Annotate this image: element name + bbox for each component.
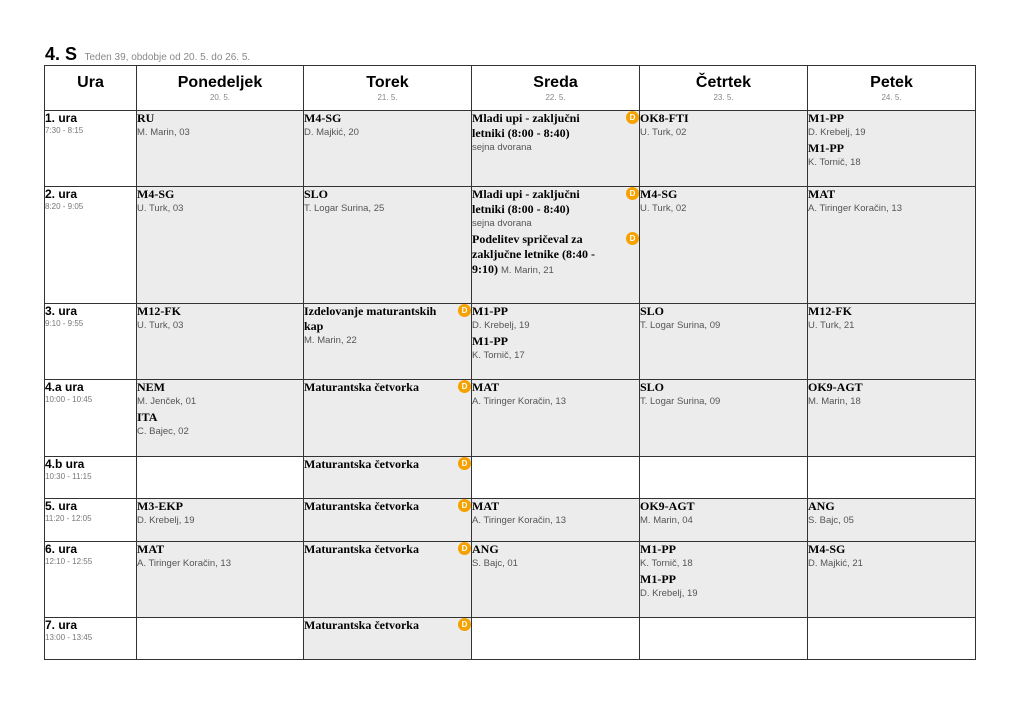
lesson-teacher-room: T. Logar Surina, 09	[640, 320, 721, 331]
ura-label: Ura	[77, 74, 104, 91]
lesson-entry[interactable]	[472, 542, 639, 570]
timetable-cell[interactable]	[808, 304, 976, 380]
lesson-subject	[808, 111, 975, 126]
lesson-teacher-room: U. Turk, 02	[640, 127, 687, 138]
lesson-entry[interactable]	[808, 141, 975, 169]
lesson-teacher-room: U. Turk, 03	[137, 203, 184, 214]
lesson-teacher-room: sejna dvorana	[472, 142, 532, 153]
subject-text: M1-PP	[640, 542, 676, 556]
period-time: 9:10 - 9:55	[45, 319, 84, 328]
event-badge-icon[interactable]: D	[626, 187, 639, 200]
subject-text: Maturantska četvorka	[304, 618, 419, 632]
day-header-tuesday	[304, 66, 472, 111]
period-name: 4.a ura	[45, 380, 84, 394]
event-badge-icon[interactable]: D	[458, 542, 471, 555]
subject-text: SLO	[640, 304, 665, 318]
lesson-teacher-room: K. Tornič, 18	[808, 157, 861, 168]
lesson-subject	[640, 499, 807, 514]
period-name: 4.b ura	[45, 457, 85, 471]
lesson-subject	[640, 542, 807, 557]
subject-text: MAT	[808, 187, 836, 201]
lesson-subject	[640, 111, 807, 126]
period-row	[45, 499, 976, 542]
lesson-subject	[640, 380, 807, 395]
day-date: 22. 5.	[545, 93, 566, 102]
period-cell	[45, 457, 137, 499]
lesson-entry[interactable]	[808, 111, 975, 139]
lesson-teacher-room: S. Bajc, 05	[808, 515, 854, 526]
subject-text: M4-SG	[808, 542, 846, 556]
event-entry[interactable]	[304, 499, 471, 514]
lesson-subject	[304, 618, 471, 633]
timetable-cell	[137, 618, 304, 660]
timetable-cell[interactable]	[640, 542, 808, 618]
lesson-teacher-room: A. Tiringer Koračin, 13	[808, 203, 902, 214]
lesson-entry[interactable]	[640, 111, 807, 139]
lesson-entry[interactable]	[640, 499, 807, 527]
lesson-entry[interactable]	[640, 304, 807, 332]
timetable-cell[interactable]	[472, 542, 640, 618]
lesson-subject	[304, 499, 471, 514]
day-date: 24. 5.	[881, 93, 902, 102]
lesson-entry[interactable]	[472, 334, 639, 362]
subject-text: MAT	[472, 380, 500, 394]
timetable-cell[interactable]	[304, 111, 472, 187]
timetable-cell[interactable]	[304, 380, 472, 457]
lesson-teacher-room: A. Tiringer Koračin, 13	[472, 515, 566, 526]
day-header-monday	[137, 66, 304, 111]
subject-text: SLO	[640, 380, 665, 394]
lesson-subject	[304, 304, 471, 334]
day-name: Ponedeljek	[177, 74, 263, 91]
timetable-cell[interactable]	[304, 187, 472, 304]
event-badge-icon[interactable]: D	[458, 304, 471, 317]
timetable-cell[interactable]	[472, 187, 640, 304]
lesson-entry[interactable]	[137, 187, 303, 215]
lesson-subject	[640, 572, 807, 587]
lesson-entry[interactable]	[472, 380, 639, 408]
timetable-cell[interactable]	[808, 380, 976, 457]
lesson-teacher-room: D. Majkić, 21	[808, 558, 863, 569]
lesson-subject	[137, 111, 303, 126]
lesson-subject	[137, 380, 303, 395]
timetable-cell[interactable]	[137, 304, 304, 380]
timetable-cell	[808, 457, 976, 499]
lesson-teacher-room: S. Bajc, 01	[472, 558, 518, 569]
timetable-cell	[640, 618, 808, 660]
timetable-cell[interactable]	[808, 499, 976, 542]
timetable-cell	[640, 457, 808, 499]
lesson-teacher-room: D. Krebelj, 19	[640, 588, 698, 599]
lesson-teacher-room: K. Tornič, 18	[640, 558, 693, 569]
lesson-subject	[304, 187, 471, 202]
timetable-cell[interactable]	[808, 187, 976, 304]
lesson-subject	[137, 542, 303, 557]
lesson-subject	[137, 499, 303, 514]
subject-text: ITA	[137, 410, 158, 424]
lesson-teacher-room: M. Marin, 03	[137, 127, 190, 138]
timetable-cell[interactable]	[472, 111, 640, 187]
period-time: 10:00 - 10:45	[45, 395, 93, 404]
period-cell	[45, 304, 137, 380]
timetable-cell[interactable]	[304, 499, 472, 542]
timetable-cell[interactable]	[640, 111, 808, 187]
day-header-row	[45, 66, 976, 111]
subject-text: Podelitev spričeval za zaključne letnike (8:40 - 9:10)	[472, 232, 595, 276]
lesson-entry[interactable]	[137, 111, 303, 139]
period-time: 7:30 - 8:15	[45, 126, 84, 135]
subject-text: MAT	[472, 499, 500, 513]
lesson-subject	[808, 542, 975, 557]
day-date: 21. 5.	[377, 93, 398, 102]
timetable-header	[45, 44, 250, 65]
period-time: 11:20 - 12:05	[45, 514, 92, 523]
timetable-cell[interactable]	[304, 457, 472, 499]
timetable-cell[interactable]	[640, 380, 808, 457]
subject-text: M1-PP	[472, 304, 508, 318]
lesson-teacher-room: A. Tiringer Koračin, 13	[472, 396, 566, 407]
period-time: 10:30 - 11:15	[45, 472, 92, 481]
event-entry[interactable]	[472, 232, 639, 278]
timetable-cell	[472, 618, 640, 660]
subject-text: M12-FK	[137, 304, 181, 318]
event-entry[interactable]	[472, 187, 639, 230]
event-badge-icon[interactable]: D	[458, 380, 471, 393]
lesson-teacher-room: D. Krebelj, 19	[808, 127, 866, 138]
timetable-cell[interactable]	[304, 542, 472, 618]
event-badge-icon[interactable]: D	[458, 618, 471, 631]
period-time: 8:20 - 9:05	[45, 202, 84, 211]
day-name: Četrtek	[695, 74, 752, 91]
timetable-cell[interactable]	[304, 304, 472, 380]
timetable-cell[interactable]	[137, 111, 304, 187]
lesson-entry[interactable]	[137, 410, 303, 438]
event-entry[interactable]	[304, 380, 471, 395]
lesson-teacher-room: T. Logar Surina, 25	[304, 203, 385, 214]
lesson-teacher-room: M. Marin, 22	[304, 335, 357, 346]
class-name: 4. S	[45, 44, 78, 64]
lesson-entry[interactable]	[640, 380, 807, 408]
subject-text: OK9-AGT	[808, 380, 863, 394]
period-name: 2. ura	[45, 187, 78, 201]
timetable-cell[interactable]	[137, 187, 304, 304]
period-name: 5. ura	[45, 499, 78, 513]
lesson-subject	[640, 304, 807, 319]
subject-text: MAT	[137, 542, 165, 556]
lesson-subject	[472, 542, 639, 557]
event-entry[interactable]	[304, 304, 471, 347]
lesson-subject	[808, 141, 975, 156]
lesson-entry[interactable]	[137, 304, 303, 332]
period-cell	[45, 111, 137, 187]
timetable-cell[interactable]	[137, 380, 304, 457]
subject-text: M1-PP	[640, 572, 676, 586]
subject-text: Mladi upi - zaključni letniki (8:00 - 8:40)	[472, 111, 580, 140]
lesson-entry[interactable]	[137, 380, 303, 408]
period-row	[45, 457, 976, 499]
day-name: Petek	[870, 74, 913, 91]
timetable-cell[interactable]	[137, 499, 304, 542]
day-header-thursday	[640, 66, 808, 111]
timetable-body	[45, 111, 976, 660]
lesson-teacher-room: T. Logar Surina, 09	[640, 396, 721, 407]
lesson-teacher-room: U. Turk, 03	[137, 320, 184, 331]
timetable-cell[interactable]	[304, 618, 472, 660]
subject-text: M3-EKP	[137, 499, 183, 513]
period-row	[45, 618, 976, 660]
lesson-entry[interactable]	[808, 187, 975, 215]
lesson-teacher-room: sejna dvorana	[472, 218, 532, 229]
subject-text: OK8-FTI	[640, 111, 689, 125]
subject-text: ANG	[472, 542, 499, 556]
timetable-cell[interactable]	[472, 499, 640, 542]
event-badge-icon[interactable]: D	[458, 457, 471, 470]
timetable	[44, 65, 976, 660]
timetable-cell[interactable]	[472, 304, 640, 380]
subject-text: Maturantska četvorka	[304, 542, 419, 556]
period-cell	[45, 618, 137, 660]
timetable-cell	[472, 457, 640, 499]
lesson-entry[interactable]	[808, 304, 975, 332]
lesson-subject	[472, 111, 639, 141]
event-badge-icon[interactable]: D	[458, 499, 471, 512]
timetable-cell[interactable]	[808, 111, 976, 187]
lesson-subject	[472, 304, 639, 319]
subject-text: RU	[137, 111, 155, 125]
period-cell	[45, 542, 137, 618]
lesson-subject	[808, 380, 975, 395]
lesson-teacher-room: U. Turk, 02	[640, 203, 687, 214]
lesson-teacher-room: M. Marin, 04	[640, 515, 693, 526]
event-badge-icon[interactable]: D	[626, 232, 639, 245]
period-name: 3. ura	[45, 304, 78, 318]
subject-text: M12-FK	[808, 304, 852, 318]
period-name: 6. ura	[45, 542, 78, 556]
day-name: Sreda	[533, 74, 578, 91]
lesson-subject	[137, 410, 303, 425]
week-subtitle: Teden 39, obdobje od 20. 5. do 26. 5.	[84, 52, 251, 63]
lesson-teacher-room: D. Krebelj, 19	[472, 320, 530, 331]
lesson-entry[interactable]	[640, 572, 807, 600]
lesson-subject	[472, 187, 639, 217]
subject-text: M1-PP	[472, 334, 508, 348]
lesson-teacher-room: M. Marin, 21	[501, 265, 554, 276]
timetable-cell[interactable]	[808, 542, 976, 618]
lesson-entry[interactable]	[304, 187, 471, 215]
subject-text: Maturantska četvorka	[304, 457, 419, 471]
lesson-entry[interactable]	[808, 542, 975, 570]
lesson-teacher-room: M. Marin, 18	[808, 396, 861, 407]
day-date: 20. 5.	[209, 93, 230, 102]
lesson-subject	[137, 304, 303, 319]
timetable-cell[interactable]	[472, 380, 640, 457]
lesson-teacher-room: K. Tornič, 17	[472, 350, 525, 361]
lesson-teacher-room: C. Bajec, 02	[137, 426, 189, 437]
lesson-subject	[808, 187, 975, 202]
subject-text: ANG	[808, 499, 835, 513]
day-name: Torek	[366, 74, 409, 91]
subject-text: Izdelovanje maturantskih kap	[304, 304, 437, 333]
lesson-teacher-room: M. Jenček, 01	[137, 396, 197, 407]
subject-text: OK9-AGT	[640, 499, 695, 513]
lesson-entry[interactable]	[640, 187, 807, 215]
lesson-entry[interactable]	[640, 542, 807, 570]
period-name: 1. ura	[45, 111, 78, 125]
lesson-entry[interactable]	[472, 499, 639, 527]
period-time: 12:10 - 12:55	[45, 557, 93, 566]
period-row	[45, 111, 976, 187]
event-badge-icon[interactable]: D	[626, 111, 639, 124]
lesson-entry[interactable]	[137, 542, 303, 570]
period-time: 13:00 - 13:45	[45, 633, 93, 642]
subject-text: NEM	[137, 380, 165, 394]
lesson-subject	[808, 499, 975, 514]
period-cell	[45, 499, 137, 542]
subject-text: M4-SG	[640, 187, 678, 201]
subject-text: Mladi upi - zaključni letniki (8:00 - 8:40)	[472, 187, 580, 216]
subject-text: M1-PP	[808, 141, 844, 155]
event-entry[interactable]	[304, 457, 471, 472]
subject-text: SLO	[304, 187, 329, 201]
period-row	[45, 187, 976, 304]
lesson-teacher-room: D. Majkić, 20	[304, 127, 359, 138]
day-date: 23. 5.	[713, 93, 734, 102]
lesson-subject	[304, 111, 471, 126]
lesson-entry[interactable]	[304, 111, 471, 139]
lesson-subject	[472, 380, 639, 395]
timetable-cell[interactable]	[640, 187, 808, 304]
event-entry[interactable]	[304, 542, 471, 557]
lesson-subject	[304, 380, 471, 395]
day-header-friday	[808, 66, 976, 111]
lesson-subject	[304, 457, 471, 472]
timetable-cell[interactable]	[640, 499, 808, 542]
lesson-entry[interactable]	[808, 499, 975, 527]
period-cell	[45, 380, 137, 457]
lesson-teacher-room: U. Turk, 21	[808, 320, 855, 331]
lesson-subject	[472, 499, 639, 514]
lesson-subject	[472, 232, 639, 278]
timetable-cell[interactable]	[640, 304, 808, 380]
period-row	[45, 380, 976, 457]
lesson-subject	[640, 187, 807, 202]
lesson-subject	[472, 334, 639, 349]
period-row	[45, 304, 976, 380]
timetable-cell[interactable]	[137, 542, 304, 618]
subject-text: M1-PP	[808, 111, 844, 125]
lesson-subject	[808, 304, 975, 319]
lesson-subject	[137, 187, 303, 202]
lesson-entry[interactable]	[472, 304, 639, 332]
event-entry[interactable]	[304, 618, 471, 633]
lesson-entry[interactable]	[808, 380, 975, 408]
subject-text: M4-SG	[137, 187, 175, 201]
day-header-wednesday	[472, 66, 640, 111]
lesson-teacher-room: A. Tiringer Koračin, 13	[137, 558, 231, 569]
event-entry[interactable]	[472, 111, 639, 154]
timetable-cell	[808, 618, 976, 660]
lesson-entry[interactable]	[137, 499, 303, 527]
subject-text: Maturantska četvorka	[304, 380, 419, 394]
timetable-cell	[137, 457, 304, 499]
period-row	[45, 542, 976, 618]
ura-header	[45, 66, 137, 111]
period-cell	[45, 187, 137, 304]
lesson-subject	[304, 542, 471, 557]
subject-text: M4-SG	[304, 111, 342, 125]
subject-text: Maturantska četvorka	[304, 499, 419, 513]
lesson-teacher-room: D. Krebelj, 19	[137, 515, 195, 526]
period-name: 7. ura	[45, 618, 78, 632]
